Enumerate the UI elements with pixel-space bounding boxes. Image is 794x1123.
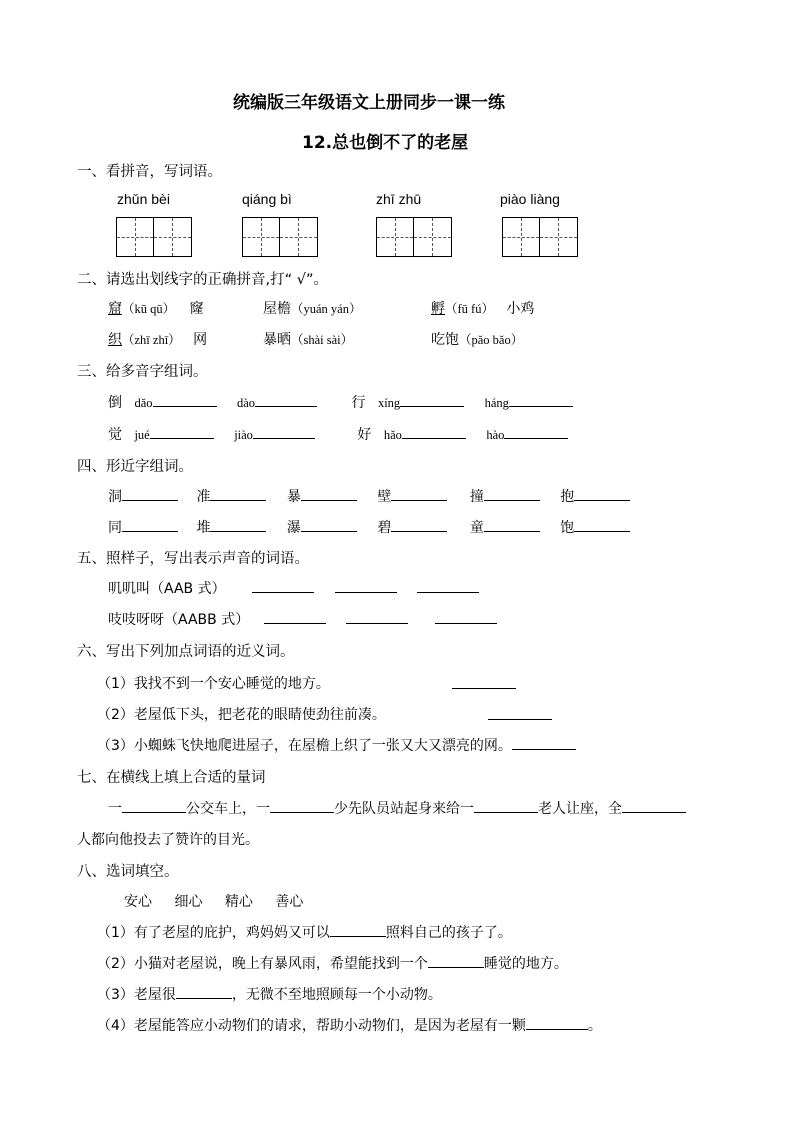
s7-sentence-cont: 人都向他投去了赞许的目光。 <box>77 832 259 848</box>
word-bank-item: 精心 <box>224 894 253 910</box>
section-3-heading: 三、给多音字组词。 <box>77 364 208 380</box>
answer-blank[interactable] <box>264 609 326 624</box>
s2-item-5 <box>263 329 353 349</box>
similar-char: 同 <box>108 520 122 536</box>
polyphone-pinyin: dǎo <box>134 396 153 410</box>
answer-blank[interactable] <box>574 517 630 532</box>
similar-char: 瀑 <box>286 520 301 536</box>
underlined-word: 窟 <box>108 301 122 317</box>
answer-blank[interactable] <box>255 392 317 407</box>
similar-char: 撞 <box>469 489 484 505</box>
pinyin-3: zhī zhū <box>376 191 422 207</box>
pinyin-1: zhǔn bèi <box>117 191 170 207</box>
polyphone-pinyin: dào <box>236 396 256 410</box>
s4-row-2 <box>108 517 630 537</box>
s2-item-1 <box>108 298 204 318</box>
word-bank-item: 安心 <box>124 894 152 910</box>
section-7-heading: 七、在横线上填上合适的量词 <box>77 770 266 786</box>
pinyin-options[interactable]: （yuán yán） <box>291 302 362 316</box>
answer-blank[interactable] <box>622 798 686 813</box>
pinyin-4: piào liàng <box>500 191 560 207</box>
answer-blank[interactable] <box>176 984 232 999</box>
answer-blank[interactable] <box>512 735 576 750</box>
pinyin-options[interactable]: （fū fú） <box>445 302 494 316</box>
answer-blank[interactable] <box>301 486 357 501</box>
question-text: （3）老屋很 <box>97 987 176 1003</box>
polyphone-pinyin: háng <box>484 396 509 410</box>
answer-blank[interactable] <box>574 486 630 501</box>
similar-char: 碧 <box>377 520 392 536</box>
answer-blank[interactable] <box>335 578 397 593</box>
pinyin-options[interactable]: （pǎo bǎo） <box>459 333 524 347</box>
underlined-word: 织 <box>108 332 122 348</box>
word: 屋檐 <box>263 301 291 317</box>
similar-char: 童 <box>469 520 484 536</box>
answer-blank[interactable] <box>400 392 464 407</box>
polyphone-char: 觉 <box>108 427 122 443</box>
word: 暴晒 <box>263 332 291 348</box>
answer-blank[interactable] <box>252 578 314 593</box>
page-title: 统编版三年级语文上册同步一课一练 <box>233 93 505 113</box>
section-5-heading: 五、照样子，写出表示声音的词语。 <box>77 551 309 567</box>
underlined-word: 孵 <box>431 301 445 317</box>
example-word: 吱吱呀呀（AABB 式） <box>108 612 250 628</box>
answer-blank[interactable] <box>474 798 538 813</box>
section-4-heading: 四、形近字组词。 <box>77 459 193 475</box>
answer-blank[interactable] <box>330 922 386 937</box>
pinyin-options[interactable]: （shài sài） <box>291 333 354 347</box>
pinyin-2: qiáng bì <box>242 191 292 207</box>
answer-blank[interactable] <box>488 705 552 720</box>
polyphone-char: 倒 <box>108 395 122 411</box>
section-8-heading: 八、选词填空。 <box>77 864 179 880</box>
answer-blank[interactable] <box>428 953 484 968</box>
polyphone-char: 行 <box>351 395 366 411</box>
answer-blank[interactable] <box>391 486 447 501</box>
writing-grid-4[interactable] <box>502 217 578 257</box>
answer-blank[interactable] <box>150 424 214 439</box>
answer-blank[interactable] <box>122 798 186 813</box>
sentence-part: 公交车上，一 <box>186 801 270 817</box>
example-word: 叽叽叫（AAB 式） <box>108 581 226 597</box>
answer-blank[interactable] <box>504 424 568 439</box>
similar-char: 洞 <box>108 489 122 505</box>
polyphone-char: 好 <box>357 427 372 443</box>
answer-blank[interactable] <box>301 517 357 532</box>
s4-row-1 <box>108 486 630 506</box>
word-tail: 窿 <box>189 301 204 317</box>
word-bank-item: 细心 <box>174 894 203 910</box>
polyphone-pinyin: hào <box>486 428 505 442</box>
s8-question-2 <box>97 953 568 973</box>
answer-blank[interactable] <box>402 424 466 439</box>
similar-char: 暴 <box>286 489 301 505</box>
section-1-heading: 一、看拼音，写词语。 <box>77 164 222 180</box>
answer-blank[interactable] <box>153 392 217 407</box>
similar-char: 饱 <box>560 520 575 536</box>
word-bank-item: 善心 <box>275 894 304 910</box>
answer-blank[interactable] <box>122 486 178 501</box>
word: 吃饱 <box>431 332 459 348</box>
answer-blank[interactable] <box>484 517 540 532</box>
answer-blank[interactable] <box>270 798 334 813</box>
pinyin-options[interactable]: （kū qū） <box>122 302 176 316</box>
answer-blank[interactable] <box>210 517 266 532</box>
s8-question-4 <box>97 1015 602 1035</box>
writing-grid-1[interactable] <box>116 217 192 257</box>
question-text: （2）小猫对老屋说，晚上有暴风雨，希望能找到一个 <box>97 956 428 972</box>
similar-char: 准 <box>196 489 211 505</box>
s2-item-3 <box>431 298 534 318</box>
word-tail: 网 <box>193 332 208 348</box>
question-text: （3）小蜘蛛飞快地爬进屋子，在屋檐上织了一张又大又漂亮的网。 <box>97 738 512 754</box>
question-text: 。 <box>587 1018 602 1034</box>
question-text: 照料自己的孩子了。 <box>385 925 512 941</box>
section-6-heading: 六、写出下列加点词语的近义词。 <box>77 644 295 660</box>
answer-blank[interactable] <box>435 609 497 624</box>
polyphone-pinyin: jué <box>134 428 150 442</box>
answer-blank[interactable] <box>509 392 573 407</box>
s5-line-1 <box>108 578 479 598</box>
s2-item-2 <box>263 298 361 318</box>
answer-blank[interactable] <box>122 517 178 532</box>
s3-row-2 <box>108 424 568 444</box>
pinyin-options[interactable]: （zhī zhī） <box>122 333 181 347</box>
answer-blank[interactable] <box>391 517 447 532</box>
s8-question-1 <box>97 922 512 942</box>
question-text: （4）老屋能答应小动物们的请求，帮助小动物们，是因为老屋有一颗 <box>97 1018 526 1034</box>
similar-char: 壁 <box>377 489 392 505</box>
answer-blank[interactable] <box>484 486 540 501</box>
answer-blank[interactable] <box>452 674 516 689</box>
lesson-title: 12.总也倒不了的老屋 <box>302 133 469 153</box>
similar-char: 抱 <box>560 489 575 505</box>
polyphone-pinyin: hǎo <box>383 428 402 442</box>
similar-char: 堆 <box>196 520 211 536</box>
answer-blank[interactable] <box>346 609 408 624</box>
writing-grid-2[interactable] <box>242 217 318 257</box>
writing-grid-3[interactable] <box>376 217 452 257</box>
word-bank <box>124 891 303 911</box>
sentence-part: 一 <box>108 801 122 817</box>
section-2-heading: 二、请选出划线字的正确拼音,打“ √”。 <box>77 272 328 288</box>
sentence-part: 老人让座，全 <box>538 801 622 817</box>
s7-sentence <box>108 798 686 818</box>
answer-blank[interactable] <box>253 424 315 439</box>
question-text: （1）有了老屋的庇护，鸡妈妈又可以 <box>97 925 330 941</box>
polyphone-pinyin: jiào <box>234 428 253 442</box>
s6-question-1: （1）我找不到一个安心睡觉的地方。 <box>97 676 330 692</box>
s6-question-3 <box>97 735 576 755</box>
polyphone-pinyin: xíng <box>377 396 401 410</box>
s3-row-1 <box>108 392 573 412</box>
s2-item-6 <box>431 329 523 349</box>
word-tail: 小鸡 <box>506 301 535 317</box>
question-text: 睡觉的地方。 <box>483 956 568 972</box>
question-text: ，无微不至地照顾每一个小动物。 <box>231 987 442 1003</box>
s2-item-4 <box>108 329 207 349</box>
sentence-part: 少先队员站起身来给一 <box>334 801 474 817</box>
s8-question-3 <box>97 984 442 1004</box>
answer-blank[interactable] <box>210 486 266 501</box>
s5-line-2 <box>108 609 497 629</box>
s6-question-2: （2）老屋低下头，把老花的眼睛使劲往前凑。 <box>97 707 386 723</box>
answer-blank[interactable] <box>417 578 479 593</box>
answer-blank[interactable] <box>526 1015 588 1030</box>
